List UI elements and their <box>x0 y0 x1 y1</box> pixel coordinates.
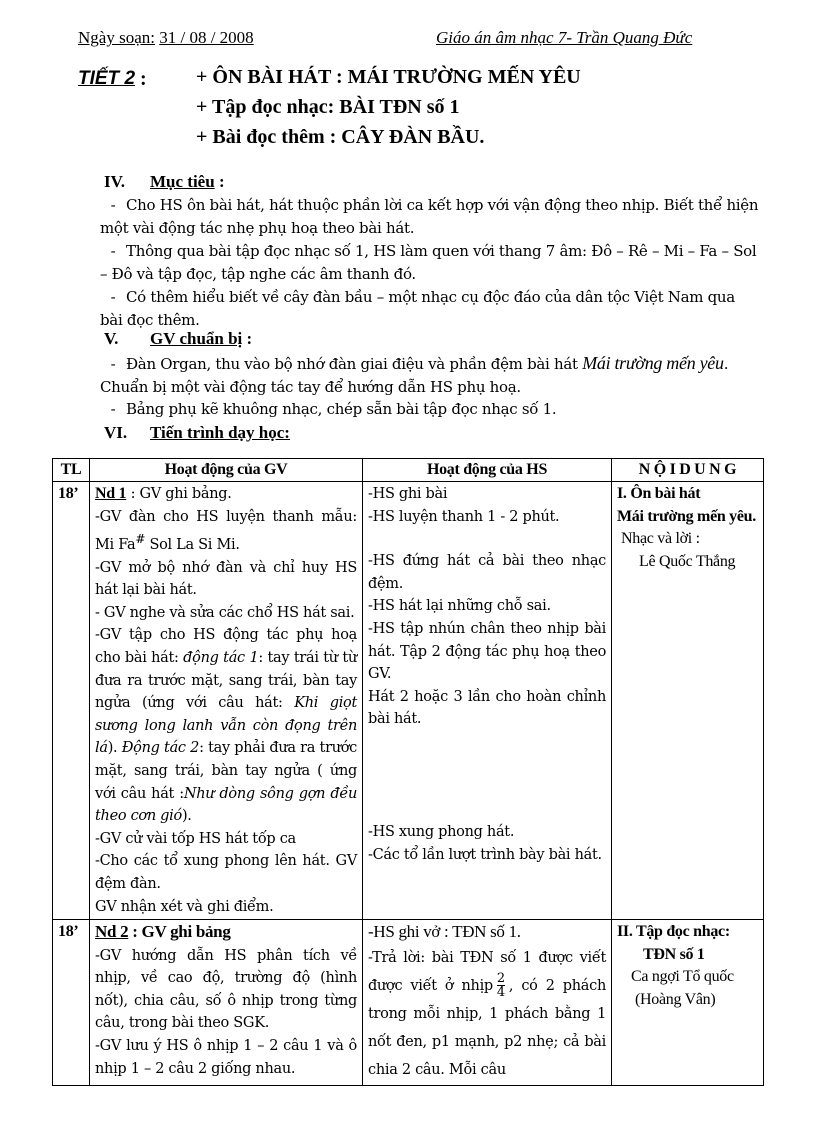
table-header-row <box>53 459 764 482</box>
lesson-line-2: + Tập đọc nhạc: BÀI TĐN số 1 <box>196 96 460 118</box>
header-teacher-activity: Hoạt động của GV <box>90 459 363 482</box>
header-student-activity: Hoạt động của HS <box>363 459 612 482</box>
section-vi-number: VI. <box>104 423 128 442</box>
row2-content: II. Tập đọc nhạc: TĐN số 1 Ca ngợi Tổ quốc (Hoàng Vân) <box>612 920 764 1086</box>
document-title: Giáo án âm nhạc 7- Trần Quang Đức <box>436 28 693 47</box>
time-signature: $\frac{2}{4}$ <box>496 971 505 1001</box>
lesson-line-1: + ÔN BÀI HÁT : MÁI TRƯỜNG MẾN YÊU <box>196 66 581 88</box>
date-value: 31 / 08 / 2008 <box>159 28 254 47</box>
prep-item-2: - Bảng phụ kẽ khuông nhạc, chép sẵn bài tập đọc nhạc số 1. <box>110 400 557 418</box>
lesson-line-3: + Bài đọc thêm : CÂY ĐÀN BẦU. <box>196 126 485 148</box>
lesson-label: TIẾT 2 <box>78 68 136 89</box>
table-row <box>53 920 764 1086</box>
header-time: TL <box>53 459 90 482</box>
prep-item-1: - Đàn Organ, thu vào bộ nhớ đàn giai điệu và phần đệm bài hát Mái trường mến yêu. Chuẩn bị một vài động tác tay để hướng dẫn HS phụ hoạ. <box>100 353 729 396</box>
row2-teacher: Nd 2 : GV ghi bảng -GV hướng dẫn HS phân tích về nhịp, về cao độ, trường độ (hình nốt), chia câu, số ô nhịp trong từng câu, trong bài theo SGK. -GV lưu ý HS ô nhịp 1 – 2 câu 1 và ô nhịp 1 – 2 câu 2 giống nhau. <box>90 920 363 1086</box>
objective-3: - Có thêm hiểu biết về cây đàn bầu – một nhạc cụ độc đáo của dân tộc Việt Nam qua bài đọc thêm. <box>100 288 735 329</box>
lesson-colon: : <box>140 68 147 90</box>
row1-content: I. Ôn bài hát Mái trường mến yêu. Nhạc và lời : Lê Quốc Thắng <box>612 482 764 920</box>
date-label: Ngày soạn: <box>78 28 155 47</box>
section-iv-suffix: : <box>214 172 225 191</box>
section-v-heading <box>104 329 252 349</box>
lesson-plan-table <box>52 458 764 1086</box>
date-line <box>78 28 254 48</box>
section-iv-heading <box>104 172 225 192</box>
section-vi-title: Tiến trình dạy học: <box>150 423 290 442</box>
row1-time: 18’ <box>53 482 90 920</box>
section-iv-title: Mục tiêu <box>150 172 215 191</box>
objective-2: - Thông qua bài tập đọc nhạc số 1, HS làm quen với thang 7 âm: Đô – Rê – Mi – Fa – Sol – Đô và tập đọc, tập nghe các âm thanh đó. <box>100 242 757 283</box>
section-iv-number: IV. <box>104 172 125 191</box>
row1-student: -HS ghi bài -HS luyện thanh 1 - 2 phút. -HS đứng hát cả bài theo nhạc đệm. -HS hát lại những chỗ sai. -HS tập nhún chân theo nhịp bài hát. Tập 2 động tác phụ hoạ theo GV. Hát 2 hoặc 3 lần cho hoàn chỉnh bài hát. -HS xung phong hát. -Các tổ lần lượt trình bày bài hát. <box>363 482 612 920</box>
section-vi-heading <box>104 423 290 443</box>
objective-1: - Cho HS ôn bài hát, hát thuộc phần lời ca kết hợp với vận động theo nhịp. Biết thể hiện một vài động tác nhẹ phụ hoạ theo bài hát. <box>100 196 759 237</box>
header-content: N Ộ I D U N G <box>612 459 764 482</box>
row2-time: 18’ <box>53 920 90 1086</box>
section-v-number: V. <box>104 329 119 348</box>
row2-student: -HS ghi vở : TĐN số 1. -Trả lời: bài TĐN số 1 được viết được viết ở nhịp $\frac{2}{4}$ , có 2 phách trong mỗi nhịp, 1 phách bằng 1 nốt đen, p1 mạnh, p2 nhẹ; cả bài chia 2 câu. Mỗi câu <box>363 920 612 1086</box>
row1-teacher: Nd 1 : GV ghi bảng. -GV đàn cho HS luyện thanh mẫu: Mi Fa# Sol La Si Mi. -GV mở bộ nhớ đàn và chỉ huy HS hát lại bài hát. - GV nghe và sửa các chổ HS hát sai. -GV tập cho HS động tác phụ hoạ cho bài hát: động tác 1: tay trái từ từ đưa ra trước mặt, sang trái, bàn tay ngửa (ứng với câu hát: Khi giọt sương long lanh vẫn còn đọng trên lá). Động tác 2: tay phải đưa ra trước mặt, sang trái, bàn tay ngửa ( ứng với câu hát :Như dòng sông gợn đều theo cơn gió). -GV cử vài tốp HS hát tốp ca -Cho các tổ xung phong lên hát. GV đệm đàn. GV nhận xét và ghi điểm. <box>90 482 363 920</box>
table-row <box>53 482 764 920</box>
section-v-title: GV chuẩn bị <box>150 329 243 348</box>
prep-song-name: Mái trường mến yêu <box>582 353 724 373</box>
section-v-suffix: : <box>242 329 253 348</box>
